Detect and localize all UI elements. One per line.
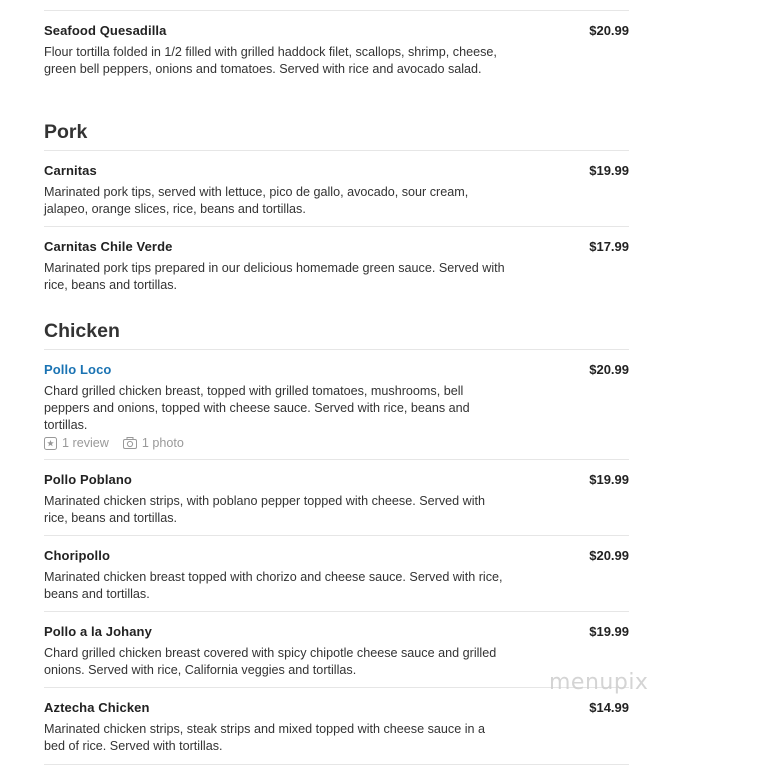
menu-item [44, 349, 629, 460]
item-description: Marinated pork tips prepared in our delicious homemade green sauce. Served with rice, beans and tortillas. [44, 261, 505, 292]
item-description: Chard grilled chicken breast, topped with grilled tomatoes, mushrooms, bell peppers and onions, topped with cheese sauce. Served with rice, beans and tortillas. [44, 384, 470, 432]
item-price: $20.99 [589, 548, 629, 563]
item-description: Marinated chicken strips, with poblano pepper topped with cheese. Served with rice, beans and tortillas. [44, 494, 486, 525]
reviews-link[interactable] [44, 436, 109, 450]
watermark-logo: menupix [549, 670, 649, 695]
item-description: Marinated chicken strips, steak strips and mixed topped with cheese sauce in a bed of rice. Served with tortillas. [44, 722, 486, 753]
camera-icon [123, 437, 137, 449]
menu-item [44, 535, 629, 612]
item-price: $19.99 [589, 624, 629, 639]
item-name: Seafood Quesadilla [44, 23, 167, 38]
item-name: Pollo Poblano [44, 472, 132, 487]
section-title-chicken: Chicken [44, 320, 120, 342]
item-description: Flour tortilla folded in 1/2 filled with grilled haddock filet, scallops, shrimp, cheese, green bell peppers, onions and tomatoes. Served with rice and avocado salad. [44, 45, 497, 76]
star-badge-icon [44, 437, 57, 450]
photos-link[interactable] [123, 436, 184, 450]
menu-item [44, 10, 629, 121]
item-name-link[interactable]: Pollo Loco [44, 362, 112, 377]
item-description: Marinated chicken breast topped with chorizo and cheese sauce. Served with rice, beans and tortillas. [44, 570, 503, 601]
menu-item [44, 226, 629, 317]
item-price: $19.99 [589, 472, 629, 487]
photos-count: 1 photo [141, 436, 184, 450]
section-title-pork: Pork [44, 121, 88, 143]
item-name: Carnitas [44, 163, 97, 178]
item-price: $17.99 [589, 239, 629, 254]
item-price: $20.99 [589, 23, 629, 38]
item-description: Marinated pork tips, served with lettuce, pico de gallo, avocado, sour cream, jalapeo, orange slices, rice, beans and tortillas. [44, 185, 469, 216]
item-name: Choripollo [44, 548, 110, 563]
item-price: $19.99 [589, 163, 629, 178]
item-name: Carnitas Chile Verde [44, 239, 173, 254]
menu-item [44, 687, 629, 765]
item-description: Chard grilled chicken breast covered with spicy chipotle cheese sauce and grilled onions. Served with rice, California veggies and tortillas. [44, 646, 497, 677]
menu-item [44, 611, 629, 688]
item-name: Aztecha Chicken [44, 700, 150, 715]
item-name: Pollo a la Johany [44, 624, 152, 639]
item-meta [44, 436, 198, 450]
reviews-count: 1 review [62, 436, 109, 450]
item-price: $14.99 [589, 700, 629, 715]
menu-item [44, 150, 629, 227]
item-price: $20.99 [589, 362, 629, 377]
menu-item [44, 459, 629, 536]
